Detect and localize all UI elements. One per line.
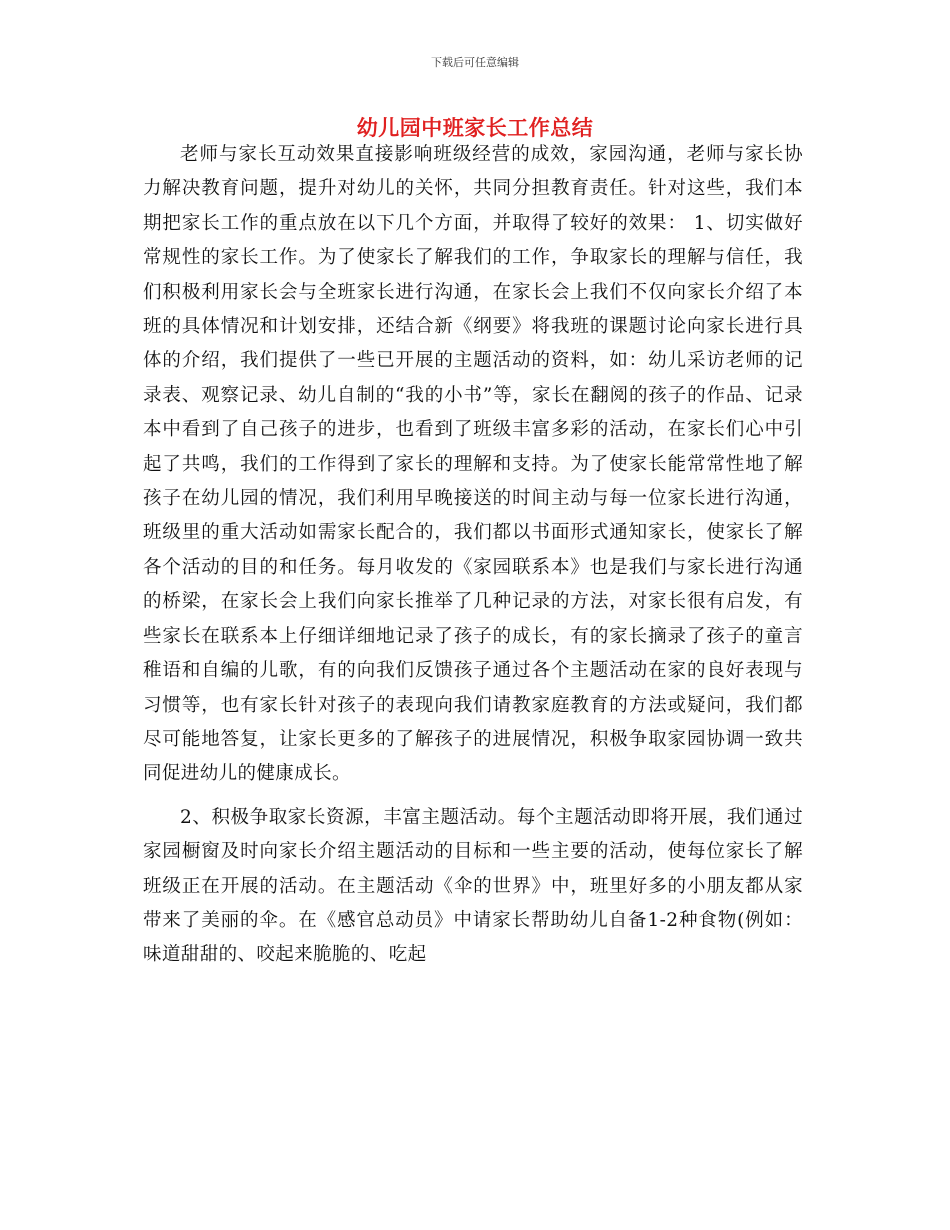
body-paragraph-1: 老师与家长互动效果直接影响班级经营的成效，家园沟通，老师与家长协力解决教育问题，提升对幼儿的关怀，共同分担教育责任。针对这些，我们本期把家长工作的重点放在以下几个方面，并取得了较好的效果： 1、切实做好常规性的家长工作。为了使家长了解我们的工作，争取家长的理解与信任，我们积极利用家长会与全班家长进行沟通，在家长会上我们不仅向家长介绍了本班的具体情况和计划安排，还结合新《纲要》将我班的课题讨论向家长进行具体的介绍，我们提供了一些已开展的主题活动的资料，如：幼儿采访老师的记录表、观察记录、幼儿自制的“我的小书”等，家长在翻阅的孩子的作品、记录本中看到了自己孩子的进步，也看到了班级丰富多彩的活动，在家长们心中引起了共鸣，我们的工作得到了家长的理解和支持。为了使家长能常常性地了解孩子在幼儿园的情况，我们利用早晚接送的时间主动与每一位家长进行沟通，班级里的重大活动如需家长配合的，我们都以书面形式通知家长，使家长了解各个活动的目的和任务。每月收发的《家园联系本》也是我们与家长进行沟通的桥梁，在家长会上我们向家长推举了几种记录的方法，对家长很有启发，有些家长在联系本上仔细详细地记录了孩子的成长，有的家长摘录了孩子的童言稚语和自编的儿歌，有的向我们反馈孩子通过各个主题活动在家的良好表现与习惯等，也有家长针对孩子的表现向我们请教家庭教育的方法或疑问，我们都尽可能地答复，让家长更多的了解孩子的进展情况，积极争取家园协调一致共同促进幼儿的健康成长。 [143,144,803,785]
page-header-note: 下载后可任意编辑 [431,56,519,69]
document-title: 幼儿园中班家长工作总结 [356,116,594,140]
body-paragraph-2: 2、积极争取家长资源，丰富主题活动。每个主题活动即将开展，我们通过家园橱窗及时向家长介绍主题活动的目标和一些主要的活动，使每位家长了解班级正在开展的活动。在主题活动《伞的世界》中，班里好多的小朋友都从家带来了美丽的伞。在《感官总动员》中请家长帮助幼儿自备1-2种食物(例如：味道甜甜的、咬起来脆脆的、吃起 [143,806,803,966]
document-body [143,138,803,973]
